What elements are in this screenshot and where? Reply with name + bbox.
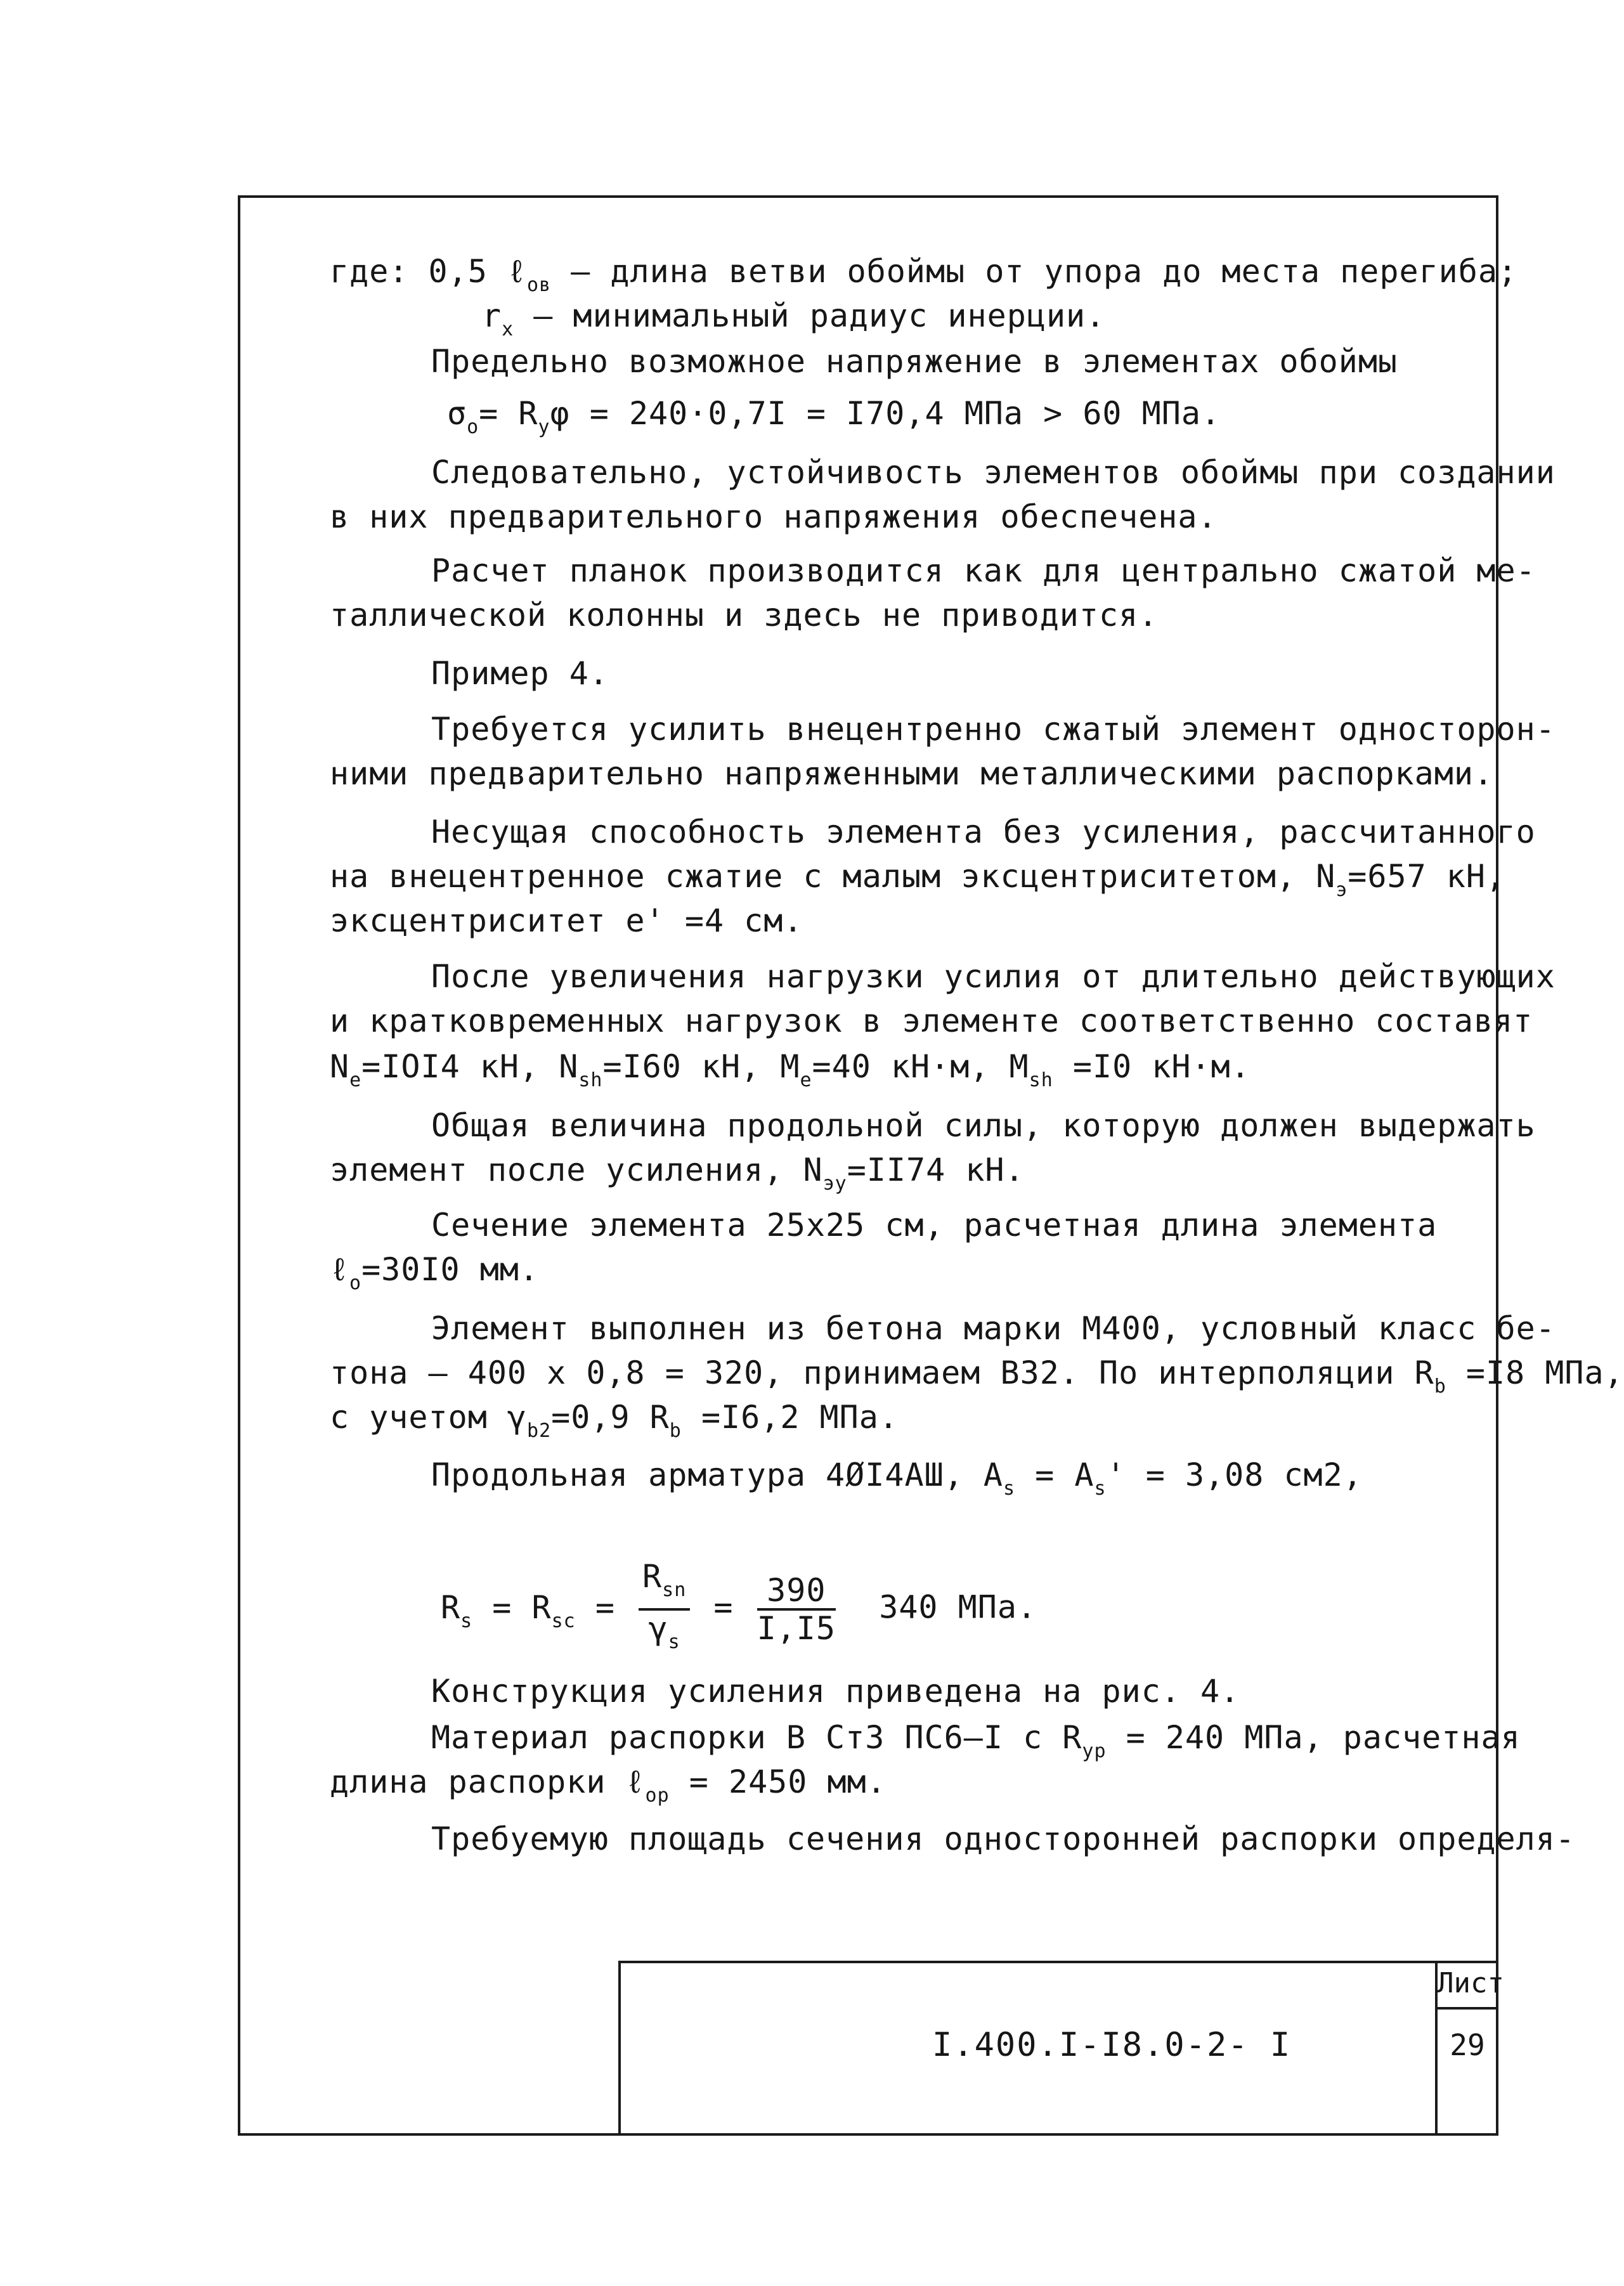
subscript: ов bbox=[526, 274, 552, 296]
subscript: b bbox=[1434, 1375, 1446, 1398]
sheet-number: 29 bbox=[1450, 2028, 1485, 2062]
text-line: Несущая способность элемента без усиления, рассчитанного bbox=[431, 814, 1536, 850]
text-run: =657 кН, bbox=[1348, 858, 1506, 895]
text-run: длина распорки ℓ bbox=[330, 1763, 646, 1800]
text-line bbox=[330, 1151, 1025, 1203]
text-run: – минимальный радиус инерции. bbox=[514, 297, 1106, 334]
text-line: Расчет планок производится как для центрально сжатой ме- bbox=[431, 552, 1536, 589]
text-run: φ = 240·0,7I = I70,4 МПа > 60 МПа. bbox=[550, 395, 1221, 432]
text-line: Пример 4. bbox=[431, 655, 609, 692]
subscript: sn bbox=[662, 1579, 687, 1601]
subscript: эу bbox=[822, 1172, 847, 1195]
subscript: b bbox=[669, 1420, 682, 1442]
text-run: =I60 кН, M bbox=[602, 1048, 800, 1085]
text-run: =30I0 мм. bbox=[361, 1251, 540, 1288]
fraction-390-115: $\frac{390}{I,I5}$ bbox=[757, 1572, 836, 1647]
text-run: =I6,2 МПа. bbox=[681, 1399, 899, 1436]
text-run: =I0 кН·м. bbox=[1053, 1048, 1250, 1085]
subscript: sh bbox=[1029, 1069, 1053, 1091]
text-run: = 240 МПа, расчетная bbox=[1106, 1719, 1521, 1756]
text-line bbox=[447, 394, 1221, 446]
text-run: с учетом γ bbox=[330, 1399, 528, 1436]
text-run: r bbox=[482, 297, 502, 334]
text-run: = bbox=[575, 1588, 635, 1626]
text-run: ℓ bbox=[330, 1251, 350, 1288]
text-run: =I8 МПа, bbox=[1446, 1354, 1624, 1391]
text-run: где: 0,5 ℓ bbox=[330, 253, 527, 290]
formula-rs: $R_s = R_{sc}$ = $R_{sn}$ $\gamma_s$ = $\frac{390}{I,I5}$ 340 МПа. bbox=[441, 1559, 1037, 1660]
text-run: – длина ветви обоймы от упора до места перегиба; bbox=[551, 253, 1518, 290]
subscript: yp bbox=[1082, 1740, 1107, 1762]
text-line: Общая величина продольной силы, которую должен выдержать bbox=[431, 1107, 1536, 1144]
text-run: =40 кН·м, M bbox=[812, 1048, 1029, 1085]
text-run: σ bbox=[447, 395, 467, 432]
text-run: ' = 3,08 см2, bbox=[1106, 1457, 1363, 1493]
text-run: = A bbox=[1015, 1457, 1095, 1493]
subscript: b2 bbox=[527, 1420, 552, 1442]
text-line bbox=[330, 1048, 1250, 1100]
text-run: R bbox=[642, 1558, 663, 1595]
text-run: Материал распорки В Ст3 ПС6–I с R bbox=[431, 1719, 1082, 1756]
subscript: op bbox=[645, 1784, 670, 1807]
subscript: e bbox=[800, 1069, 812, 1091]
text-line: эксцентриситет e' =4 см. bbox=[330, 902, 803, 939]
text-line bbox=[482, 297, 1105, 349]
text-line: Элемент выполнен из бетона марки М400, условный класс бе- bbox=[431, 1310, 1556, 1347]
subscript: y bbox=[538, 416, 550, 438]
text-line: Требуемую площадь сечения односторонней распорки определя- bbox=[431, 1821, 1575, 1857]
fraction-rsn-gammas bbox=[639, 1559, 690, 1660]
text-run: Продольная арматура 4ØI4АШ, A bbox=[431, 1457, 1003, 1493]
text-line: ними предварительно напряженными металлическими распорками. bbox=[330, 755, 1494, 792]
text-line bbox=[330, 1250, 539, 1302]
text-run: = 2450 мм. bbox=[669, 1763, 887, 1800]
subscript: sc bbox=[551, 1609, 576, 1632]
text-line: После увеличения нагрузки усилия от длительно действующих bbox=[431, 958, 1556, 995]
text-line: Следовательно, устойчивость элементов обоймы при создании bbox=[431, 454, 1556, 491]
subscript: s bbox=[1094, 1477, 1107, 1500]
text-run: = R bbox=[472, 1588, 552, 1626]
text-run: на внецентренное сжатие с малым эксцентриситетом, N bbox=[330, 858, 1336, 895]
text-line bbox=[431, 1456, 1363, 1508]
text-line: Предельно возможное напряжение в элементах обоймы bbox=[431, 343, 1398, 380]
subscript: o bbox=[467, 416, 479, 438]
text-run: тона – 400 x 0,8 = 320, принимаем В32. По интерполяции R bbox=[330, 1354, 1434, 1391]
subscript: s bbox=[460, 1609, 473, 1632]
text-line: Требуется усилить внецентренно сжатый элемент односторон- bbox=[431, 711, 1556, 748]
subscript: э bbox=[1335, 879, 1348, 901]
text-line: и кратковременных нагрузок в элементе соответственно составят bbox=[330, 1003, 1533, 1039]
subscript: sh bbox=[578, 1069, 603, 1091]
subscript: x bbox=[502, 318, 514, 341]
text-line bbox=[330, 1398, 899, 1450]
text-run: R bbox=[441, 1588, 461, 1626]
sheet-label: Лист bbox=[1437, 1967, 1504, 1999]
text-line bbox=[330, 1763, 887, 1815]
text-line: в них предварительного напряжения обеспечена. bbox=[330, 498, 1218, 535]
subscript: o bbox=[349, 1272, 362, 1294]
text-line: Конструкция усиления приведена на рис. 4. bbox=[431, 1673, 1240, 1710]
text-run: =IOI4 кН, N bbox=[361, 1048, 579, 1085]
text-run: γ bbox=[648, 1610, 668, 1647]
text-line: таллической колонны и здесь не приводится. bbox=[330, 597, 1159, 633]
text-run: N bbox=[330, 1048, 350, 1085]
document-code: I.400.I-I8.0-2- I bbox=[932, 2026, 1292, 2064]
text-line: Сечение элемента 25x25 см, расчетная длина элемента bbox=[431, 1207, 1438, 1244]
text-run: =II74 кН. bbox=[847, 1152, 1025, 1188]
subscript: s bbox=[668, 1631, 680, 1653]
text-run: = R bbox=[479, 395, 538, 432]
subscript: s bbox=[1003, 1477, 1016, 1500]
sheet-box-divider bbox=[1435, 2007, 1498, 2010]
text-run: элемент после усиления, N bbox=[330, 1152, 823, 1188]
text-run: =0,9 R bbox=[551, 1399, 670, 1436]
subscript: e bbox=[349, 1069, 362, 1091]
